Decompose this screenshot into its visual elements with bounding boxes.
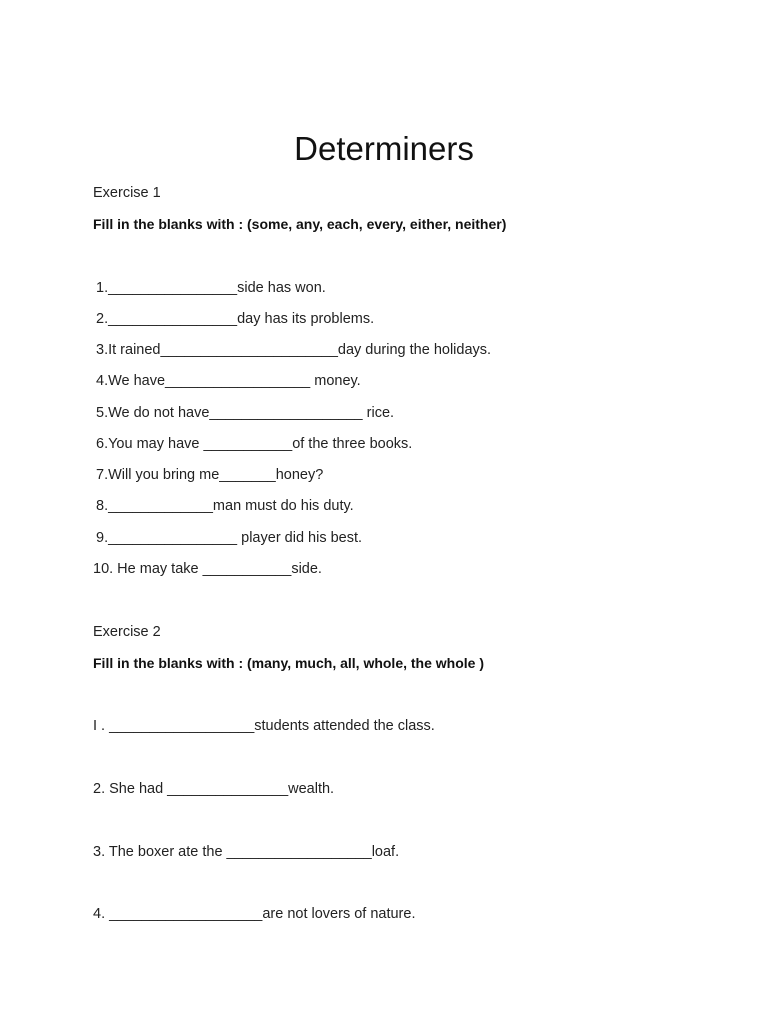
exercise-1-item: 2.________________day has its problems.: [96, 311, 375, 327]
exercise-1-instruction: Fill in the blanks with : (some, any, each, every, either, neither): [93, 216, 507, 232]
exercise-1-item: 10. He may take ___________side.: [93, 561, 322, 577]
exercise-2-item: 3. The boxer ate the __________________loaf.: [93, 844, 400, 860]
exercise-2-item: 2. She had _______________wealth.: [93, 781, 335, 797]
exercise-1-item: 7.Will you bring me_______honey?: [96, 467, 324, 483]
exercise-2-instruction: Fill in the blanks with : (many, much, all, whole, the whole ): [93, 655, 485, 671]
exercise-1-label: Exercise 1: [93, 185, 161, 201]
exercise-2-item: 4. ___________________are not lovers of nature.: [93, 906, 416, 922]
exercise-1-item: 4.We have__________________ money.: [96, 373, 361, 389]
page-title: Determiners: [294, 130, 474, 167]
exercise-1-item: 6.You may have ___________of the three books.: [96, 436, 413, 452]
exercise-1-item: 1.________________side has won.: [96, 280, 326, 296]
exercise-1-item: 8._____________man must do his duty.: [96, 498, 354, 514]
exercise-1-item: 3.It rained______________________day during the holidays.: [96, 342, 492, 358]
exercise-2-item: I . __________________students attended the class.: [93, 718, 435, 734]
exercise-2-label: Exercise 2: [93, 624, 161, 640]
exercise-1-item: 9.________________ player did his best.: [96, 530, 363, 546]
exercise-1-item: 5.We do not have___________________ rice.: [96, 405, 395, 421]
